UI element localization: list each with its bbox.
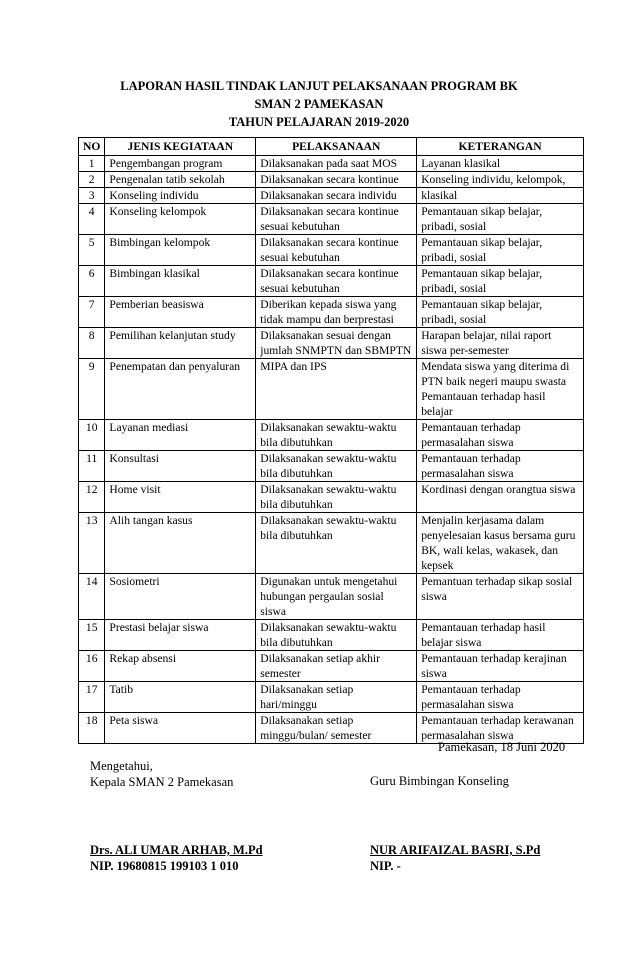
cell-pelaksanaan: Dilaksanakan sewaktu-waktu bila dibutuhkan (256, 513, 417, 574)
table-header-row (79, 138, 584, 156)
cell-pelaksanaan: MIPA dan IPS (256, 359, 417, 420)
table-row (79, 204, 584, 235)
cell-pelaksanaan: Diberikan kepada siswa yang tidak mampu dan berprestasi (256, 297, 417, 328)
cell-jenis: Bimbingan kelompok (105, 235, 256, 266)
cell-pelaksanaan: Dilaksanakan sewaktu-waktu bila dibutuhkan (256, 420, 417, 451)
table-row (79, 328, 584, 359)
signature-left (90, 842, 263, 874)
table-row (79, 266, 584, 297)
cell-pelaksanaan: Dilaksanakan secara kontinue sesuai kebutuhan (256, 235, 417, 266)
counselor-role: Guru Bimbingan Konseling (370, 774, 509, 788)
cell-no: 17 (79, 682, 105, 713)
cell-no: 11 (79, 451, 105, 482)
report-title-year: TAHUN PELAJARAN 2019-2020 (228, 115, 410, 129)
cell-keterangan: Pemantauan terhadap hasil belajar siswa (417, 620, 584, 651)
cell-no: 9 (79, 359, 105, 420)
signature-right (370, 842, 540, 874)
cell-no: 18 (79, 713, 105, 744)
cell-pelaksanaan: Dilaksanakan sesuai dengan jumlah SNMPTN dan SBMPTN (256, 328, 417, 359)
cell-jenis: Pengembangan program (105, 156, 256, 172)
cell-jenis: Pemberian beasiswa (105, 297, 256, 328)
cell-no: 16 (79, 651, 105, 682)
counselor-name: NUR ARIFAIZAL BASRI, S.Pd (370, 843, 541, 857)
cell-jenis: Pemilihan kelanjutan study (105, 328, 256, 359)
cell-jenis: Bimbingan klasikal (105, 266, 256, 297)
cell-jenis: Konsultasi (105, 451, 256, 482)
cell-no: 6 (79, 266, 105, 297)
signature-left-heading (90, 758, 233, 790)
cell-no: 1 (79, 156, 105, 172)
cell-no: 14 (79, 574, 105, 620)
table-row (79, 235, 584, 266)
cell-no: 4 (79, 204, 105, 235)
cell-keterangan: Kordinasi dengan orangtua siswa (417, 482, 584, 513)
cell-pelaksanaan: Dilaksanakan setiap akhir semester (256, 651, 417, 682)
principal-role: Kepala SMAN 2 Pamekasan (90, 775, 234, 789)
table-row (79, 574, 584, 620)
cell-jenis: Rekap absensi (105, 651, 256, 682)
cell-keterangan: Layanan klasikal (417, 156, 584, 172)
column-header-keterangan: KETERANGAN (417, 138, 584, 156)
cell-no: 13 (79, 513, 105, 574)
cell-keterangan: Pemantauan sikap belajar, pribadi, sosial (417, 235, 584, 266)
table-row (79, 172, 584, 188)
cell-keterangan: Pemantauan sikap belajar, pribadi, sosial (417, 204, 584, 235)
table-row (79, 188, 584, 204)
cell-keterangan: Pemantauan terhadap permasalahan siswa (417, 420, 584, 451)
principal-nip: NIP. 19680815 199103 1 010 (90, 859, 239, 873)
cell-jenis: Sosiometri (105, 574, 256, 620)
table-row (79, 451, 584, 482)
cell-keterangan: Pemantauan terhadap kerawanan permasalahan siswa (417, 713, 584, 744)
table-row (79, 420, 584, 451)
cell-pelaksanaan: Dilaksanakan setiap hari/minggu (256, 682, 417, 713)
cell-no: 5 (79, 235, 105, 266)
table-row (79, 620, 584, 651)
cell-jenis: Konseling individu (105, 188, 256, 204)
cell-no: 3 (79, 188, 105, 204)
table-row (79, 297, 584, 328)
cell-keterangan: Pemantauan sikap belajar, pribadi, sosial (417, 266, 584, 297)
column-header-no: NO (79, 138, 105, 156)
cell-pelaksanaan: Dilaksanakan secara kontinue sesuai kebutuhan (256, 266, 417, 297)
report-title-line1: LAPORAN HASIL TINDAK LANJUT PELAKSANAAN PROGRAM BK (120, 79, 518, 93)
cell-keterangan: Mendata siswa yang diterima di PTN baik negeri maupu swasta Pemantauan terhadap hasil belajar (417, 359, 584, 420)
counselor-nip: NIP. - (370, 859, 401, 873)
cell-keterangan: Konseling individu, kelompok, (417, 172, 584, 188)
cell-jenis: Home visit (105, 482, 256, 513)
cell-pelaksanaan: Dilaksanakan pada saat MOS (256, 156, 417, 172)
cell-keterangan: Pemantauan terhadap kerajinan siswa (417, 651, 584, 682)
cell-keterangan: Menjalin kerjasama dalam penyelesaian kasus bersama guru BK, wali kelas, wakasek, dan kepsek (417, 513, 584, 574)
cell-no: 15 (79, 620, 105, 651)
cell-jenis: Penempatan dan penyaluran (105, 359, 256, 420)
table-row (79, 682, 584, 713)
report-title (0, 77, 638, 131)
table-row (79, 713, 584, 744)
cell-no: 8 (79, 328, 105, 359)
column-header-pelaksanaan: PELAKSANAAN (256, 138, 417, 156)
cell-pelaksanaan: Digunakan untuk mengetahui hubungan pergaulan sosial siswa (256, 574, 417, 620)
cell-keterangan: klasikal (417, 188, 584, 204)
acknowledged-label: Mengetahui, (90, 759, 153, 773)
cell-jenis: Konseling kelompok (105, 204, 256, 235)
cell-no: 2 (79, 172, 105, 188)
cell-jenis: Pengenalan tatib sekolah (105, 172, 256, 188)
cell-pelaksanaan: Dilaksanakan sewaktu-waktu bila dibutuhkan (256, 620, 417, 651)
cell-pelaksanaan: Dilaksanakan sewaktu-waktu bila dibutuhkan (256, 451, 417, 482)
cell-pelaksanaan: Dilaksanakan sewaktu-waktu bila dibutuhkan (256, 482, 417, 513)
cell-pelaksanaan: Dilaksanakan secara individu (256, 188, 417, 204)
table-row (79, 359, 584, 420)
cell-keterangan: Harapan belajar, nilai raport siswa per-semester (417, 328, 584, 359)
cell-keterangan: Pemantauan terhadap permasalahan siswa (417, 682, 584, 713)
cell-jenis: Peta siswa (105, 713, 256, 744)
cell-keterangan: Pemantuan terhadap sikap sosial siswa (417, 574, 584, 620)
cell-no: 7 (79, 297, 105, 328)
activity-table (78, 137, 584, 744)
column-header-jenis: JENIS KEGIATAAN (105, 138, 256, 156)
cell-jenis: Prestasi belajar siswa (105, 620, 256, 651)
cell-no: 12 (79, 482, 105, 513)
cell-keterangan: Pemantauan terhadap permasalahan siswa (417, 451, 584, 482)
table-row (79, 651, 584, 682)
cell-pelaksanaan: Dilaksanakan secara kontinue (256, 172, 417, 188)
table-row (79, 156, 584, 172)
table-body (79, 156, 584, 744)
cell-no: 10 (79, 420, 105, 451)
cell-pelaksanaan: Dilaksanakan setiap minggu/bulan/ semester (256, 713, 417, 744)
cell-jenis: Layanan mediasi (105, 420, 256, 451)
table-row (79, 513, 584, 574)
report-date: Pamekasan, 18 Juni 2020 (438, 740, 566, 754)
cell-keterangan: Pemantauan sikap belajar, pribadi, sosial (417, 297, 584, 328)
report-title-school: SMAN 2 PAMEKASAN (254, 97, 384, 111)
cell-jenis: Tatib (105, 682, 256, 713)
cell-jenis: Alih tangan kasus (105, 513, 256, 574)
principal-name: Drs. ALI UMAR ARHAB, M.Pd (90, 843, 263, 857)
table-row (79, 482, 584, 513)
cell-pelaksanaan: Dilaksanakan secara kontinue sesuai kebutuhan (256, 204, 417, 235)
